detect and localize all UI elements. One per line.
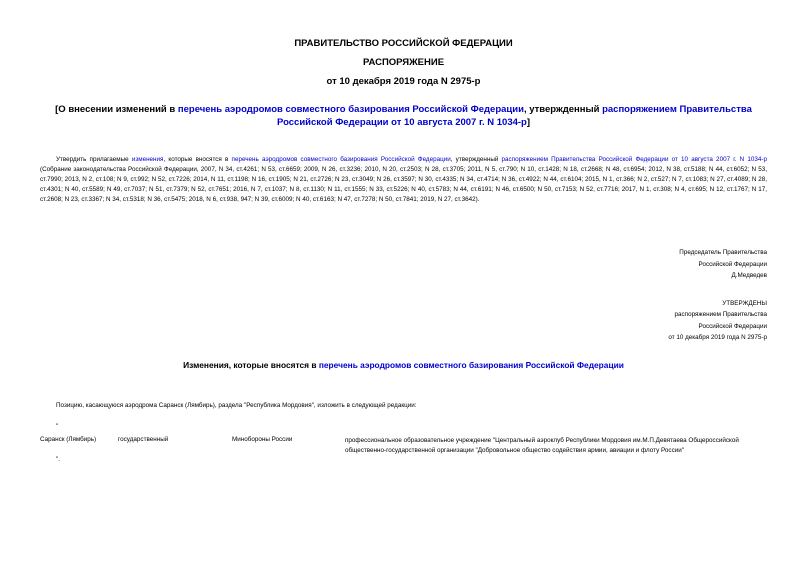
signature-country: Российской Федерации — [698, 260, 767, 268]
approved-country: Российской Федерации — [698, 322, 767, 330]
approved-date: от 10 декабря 2019 года N 2975-р — [668, 333, 767, 341]
cell-authority: Минобороны России — [232, 436, 293, 443]
document-date-number: от 10 декабря 2019 года N 2975-р — [326, 76, 481, 87]
cell-user: профессиональное образовательное учреждение "Центральный аэроклуб Республики Мордовия им.М.П.Девятаева Общероссийской общественно-государственной организации "Добровольное общество содействия армии, авиации и флоту России" — [345, 437, 739, 454]
signature-block — [517, 247, 767, 282]
order-body-paragraph: Утвердить прилагаемые изменения, которые вносятся в перечень аэродромов совместного базирования Российской Федерации, утвержденный распоряжением Правительства Российской Федерации от 10 августа 2007 г. N 1034-р (Собрание законодательства Российской Федерации, 2007, N 34, ст.4261; N 53, ст.6659; 2009, N 26, ст.3236; 2010, N 20, ст.2503; N 28, ст.3705; 2011, N 5, ст.790; N 10, ст.1428; N 18, ст.2668; N 48, ст.6954; 2012, N 38, ст.5188; N 44, ст.6052; N 53, ст.7990; 2013, N 2, ст.108; N 9, ст.992; N 52, ст.7226; 2014, N 11, ст.1198; N 16, ст.1905; N 21, ст.2726; N 23, ст.3049; N 26, ст.3597; N 30, ст.4335; N 34, ст.4714; N 36, ст.4922; N 44, ст.6104; 2015, N 1, ст.366; N 2, ст.527; N 7, ст.1083; N 27, ст.4089; N 28, ст.4301; N 40, ст.5589; N 49, ст.7037; N 51, ст.7379; N 52, ст.7651; 2016, N 7, ст.1037; N 8, ст.1130; N 11, ст.1555; N 33, ст.5226; N 40, ст.5783; N 44, ст.6191; N 46, ст.6500; N 50, ст.7153; N 52, ст.7716; 2017, N 1, ст.308; N 4, ст.695; N 12, ст.1767; N 17, ст.2608; N 23, ст.3367; N 34, ст.5318; N 36, ст.5475; 2018, N 6, ст.938, 947; N 39, ст.6009; N 40, ст.6163; N 47, ст.7278; N 50, ст.7841; 2019, N 27, ст.3642). — [40, 156, 767, 203]
body-link-list[interactable]: перечень аэродромов совместного базирования Российской Федерации — [231, 156, 451, 163]
cell-airfield: Саранск (Лямбирь) — [40, 436, 97, 443]
cell-status: государственный — [118, 436, 169, 443]
signature-name: Д.Медведев — [731, 272, 767, 279]
signature-position: Председатель Правительства — [679, 249, 767, 256]
opening-quote: " — [56, 423, 59, 430]
document-type: РАСПОРЯЖЕНИЕ — [362, 57, 445, 68]
government-heading: ПРАВИТЕЛЬСТВО РОССИЙСКОЙ ФЕДЕРАЦИИ — [294, 38, 513, 49]
changes-heading: Изменения, которые вносятся в перечень аэродромов совместного базирования Российской Федерации — [183, 360, 624, 370]
body-link-changes[interactable]: изменения — [131, 156, 164, 163]
changes-link-list[interactable]: перечень аэродромов совместного базирования Российской Федерации — [318, 360, 624, 370]
title-link-list[interactable]: перечень аэродромов совместного базирования Российской Федерации — [177, 104, 524, 115]
closing-quote: ". — [56, 456, 60, 463]
approved-by: распоряжением Правительства — [674, 311, 767, 319]
position-instruction: Позицию, касающуюся аэродрома Саранск (Лямбирь), раздела "Республика Мордовия", изложить в следующей редакции: — [56, 402, 417, 409]
document-title: [О внесении изменений в перечень аэродромов совместного базирования Российской Федерации, утвержденный распоряжением Правительства Российской Федерации от 10 августа 2007 г. N 1034-р] — [55, 104, 752, 128]
approval-stamp — [517, 298, 767, 343]
title-link-order[interactable]: распоряжением Правительства Российской Федерации от 10 августа 2007 г. N 1034-р — [276, 104, 752, 128]
approved-heading: УТВЕРЖДЕНЫ — [722, 300, 767, 307]
body-link-order[interactable]: распоряжением Правительства Российской Федерации от 10 августа 2007 г. N 1034-р — [501, 156, 767, 163]
